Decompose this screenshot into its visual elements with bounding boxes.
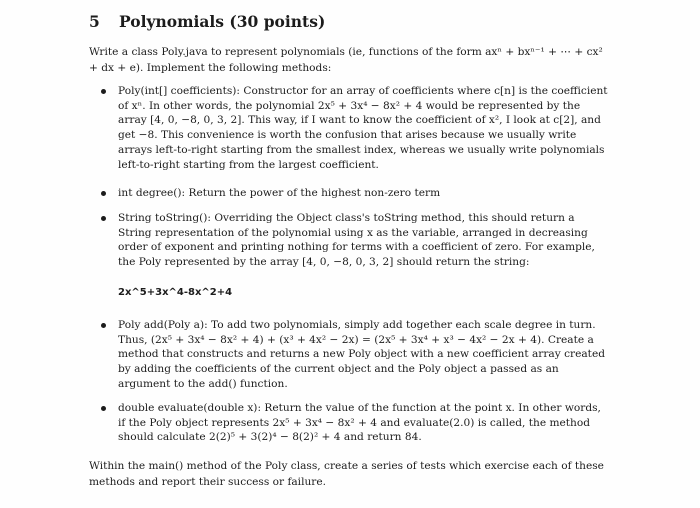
example-output-string: 2x^5+3x^4-8x^2+4	[118, 287, 233, 298]
bullet-icon	[101, 216, 106, 221]
bullet-icon	[101, 323, 106, 328]
bullet-icon	[101, 406, 106, 411]
section-number: 5	[89, 12, 100, 31]
list-item-text: double evaluate(double x): Return the value of the function at the point x. In other words, if the Poly object represents 2x⁵ + 3x⁴ − 8x² + 4 and evaluate(2.0) is called, the method should calculate 2(2)⁵ + 3(2)⁴ − 8(2)² + 4 and return 84.	[118, 402, 601, 444]
list-item-text: Poly(int[] coefficients): Constructor for an array of coefficients where c[n] is the coefficient of xⁿ. In other words, the polynomial 2x⁵ + 3x⁴ − 8x² + 4 would be represented by the array [4, 0, −8, 0, 3, 2]. This way, if I want to know the coefficient of x², I look at c[2], and get −8. This convenience is worth the confusion that arises because we usually write arrays left-to-right starting from the smallest index, whereas we usually write polynomials left-to-right starting from the largest coefficient.	[118, 85, 608, 171]
bullet-icon	[101, 191, 106, 196]
closing-paragraph: Within the main() method of the Poly class, create a series of tests which exercise each of these methods and report their success or failure.	[89, 460, 604, 488]
bullet-icon	[101, 89, 106, 94]
list-item-text: String toString(): Overriding the Object class's toString method, this should return a String representation of the polynomial using x as the variable, arranged in decreasing order of exponent and printing nothing for terms with a coefficient of zero. For example, the Poly represented by the array [4, 0, −8, 0, 3, 2] should return the string:	[118, 212, 595, 269]
list-item-text: Poly add(Poly a): To add two polynomials, simply add together each scale degree in turn. Thus, (2x⁵ + 3x⁴ − 8x² + 4) + (x³ + 4x² − 2x) = (2x⁵ + 3x⁴ + x³ − 4x² − 2x + 4). Create a method that constructs and returns a new Poly object with a new coefficient array created by adding the coefficients of the current object and the Poly object a passed as an argument to the add() function.	[118, 319, 605, 390]
list-item-text: int degree(): Return the power of the highest non-zero term	[118, 187, 441, 199]
intro-paragraph: Write a class Poly.java to represent polynomials (ie, functions of the form axⁿ + bxⁿ⁻¹ + ⋯ + cx² + dx + e). Implement the following methods:	[89, 46, 603, 74]
section-title: Polynomials (30 points)	[119, 12, 326, 31]
section-heading	[89, 12, 325, 31]
